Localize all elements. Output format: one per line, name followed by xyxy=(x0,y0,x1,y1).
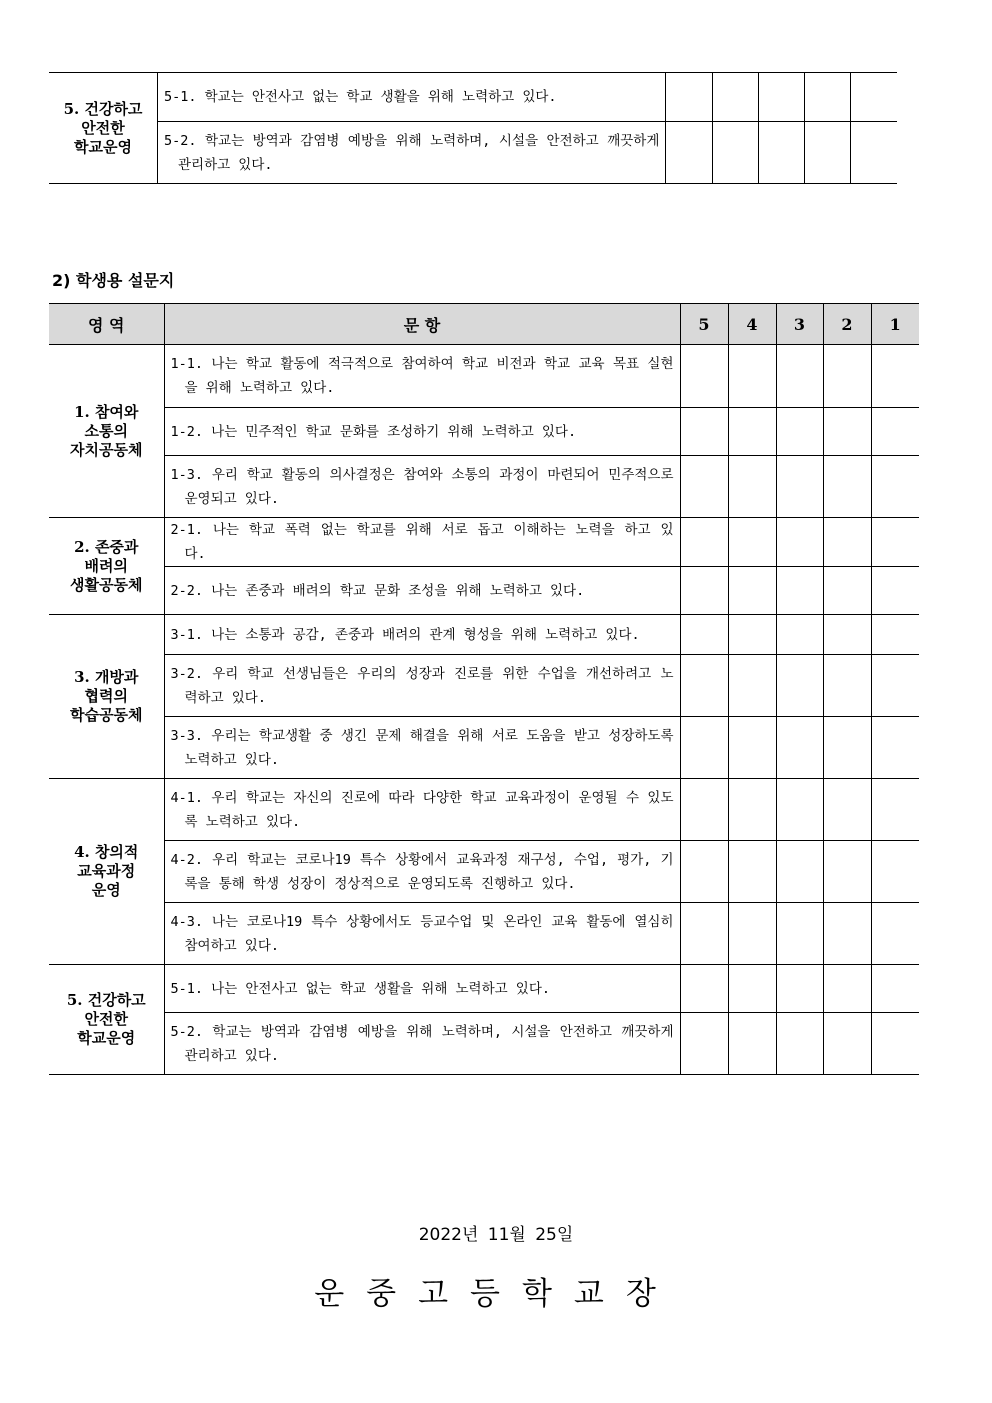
survey-item xyxy=(164,965,680,1013)
score-5-checkbox[interactable] xyxy=(680,903,728,965)
survey-item xyxy=(164,518,680,567)
survey-item xyxy=(164,717,680,779)
score-3-checkbox[interactable] xyxy=(776,903,823,965)
score-2-checkbox[interactable] xyxy=(823,408,871,456)
score-1-checkbox[interactable] xyxy=(871,903,919,965)
score-5-checkbox[interactable] xyxy=(680,567,728,615)
item-text: 5-2. 학교는 방역과 감염병 예방을 위해 노력하며, 시설을 안전하고 깨끗하게 관리하고 있다. xyxy=(164,132,660,173)
score-5-checkbox[interactable] xyxy=(680,456,728,518)
score-3-checkbox[interactable] xyxy=(776,345,823,408)
principal-signature: 운중고등학교장 xyxy=(314,1276,678,1312)
area-cell xyxy=(49,965,164,1075)
item-text: 3-1. 나는 소통과 공감, 존중과 배려의 관계 형성을 위해 노력하고 있다. xyxy=(170,626,640,643)
score-4-checkbox[interactable] xyxy=(728,1013,776,1075)
score-4-checkbox[interactable] xyxy=(712,122,758,184)
survey-item xyxy=(164,615,680,655)
document-date: 2022년 11월 25일 xyxy=(418,1225,574,1245)
score-3-checkbox[interactable] xyxy=(758,122,804,184)
section-title: 2) 학생용 설문지 xyxy=(52,271,175,290)
score-5-checkbox[interactable] xyxy=(680,779,728,841)
item-text: 2-1. 나는 학교 폭력 없는 학교를 위해 서로 돕고 이해하는 노력을 하고 있다. xyxy=(170,522,674,562)
score-3-checkbox[interactable] xyxy=(776,456,823,518)
header-area: 영 역 xyxy=(49,304,164,345)
score-4-checkbox[interactable] xyxy=(728,567,776,615)
area-cell xyxy=(49,73,158,184)
item-text: 1-2. 나는 민주적인 학교 문화를 조성하기 위해 노력하고 있다. xyxy=(170,423,577,440)
score-4-checkbox[interactable] xyxy=(728,408,776,456)
header-score-5: 5 xyxy=(680,304,728,345)
score-5-checkbox[interactable] xyxy=(666,73,712,122)
score-5-checkbox[interactable] xyxy=(680,1013,728,1075)
score-3-checkbox[interactable] xyxy=(776,1013,823,1075)
score-4-checkbox[interactable] xyxy=(728,518,776,567)
score-2-checkbox[interactable] xyxy=(823,841,871,903)
area-label: 1. 참여와 소통의 자치공동체 xyxy=(70,402,143,459)
item-text: 1-1. 나는 학교 활동에 적극적으로 참여하여 학교 비전과 학교 교육 목표 실현을 위해 노력하고 있다. xyxy=(170,356,674,396)
score-4-checkbox[interactable] xyxy=(728,779,776,841)
area-cell xyxy=(49,518,164,615)
score-4-checkbox[interactable] xyxy=(728,345,776,408)
score-2-checkbox[interactable] xyxy=(823,345,871,408)
area-label: 2. 존중과 배려의 생활공동체 xyxy=(70,537,143,594)
score-4-checkbox[interactable] xyxy=(728,841,776,903)
item-text: 1-3. 우리 학교 활동의 의사결정은 참여와 소통의 과정이 마련되어 민주적으로 운영되고 있다. xyxy=(170,466,674,507)
item-text: 3-3. 우리는 학교생활 중 생긴 문제 해결을 위해 서로 도움을 받고 성장하도록 노력하고 있다. xyxy=(170,727,674,768)
score-3-checkbox[interactable] xyxy=(776,655,823,717)
header-score-3: 3 xyxy=(776,304,823,345)
area-label: 5. 건강하고 안전한 학교운영 xyxy=(63,99,143,156)
survey-item xyxy=(164,456,680,518)
survey-item xyxy=(164,567,680,615)
score-1-checkbox[interactable] xyxy=(871,456,919,518)
item-text: 3-2. 우리 학교 선생님들은 우리의 성장과 진로를 위한 수업을 개선하려고 노력하고 있다. xyxy=(170,665,674,706)
score-5-checkbox[interactable] xyxy=(680,615,728,655)
score-3-checkbox[interactable] xyxy=(776,717,823,779)
score-2-checkbox[interactable] xyxy=(805,122,851,184)
score-1-checkbox[interactable] xyxy=(871,408,919,456)
header-item: 문 항 xyxy=(164,304,680,345)
score-4-checkbox[interactable] xyxy=(728,655,776,717)
score-3-checkbox[interactable] xyxy=(776,518,823,567)
score-2-checkbox[interactable] xyxy=(823,567,871,615)
score-2-checkbox[interactable] xyxy=(823,456,871,518)
score-5-checkbox[interactable] xyxy=(680,717,728,779)
previous-survey-table xyxy=(49,72,897,184)
area-cell xyxy=(49,615,164,779)
score-3-checkbox[interactable] xyxy=(776,779,823,841)
score-2-checkbox[interactable] xyxy=(823,655,871,717)
score-4-checkbox[interactable] xyxy=(728,456,776,518)
score-2-checkbox[interactable] xyxy=(805,73,851,122)
score-2-checkbox[interactable] xyxy=(823,717,871,779)
score-2-checkbox[interactable] xyxy=(823,965,871,1013)
area-label: 3. 개방과 협력의 학습공동체 xyxy=(70,668,143,724)
score-3-checkbox[interactable] xyxy=(776,965,823,1013)
score-1-checkbox[interactable] xyxy=(871,965,919,1013)
item-text: 4-2. 우리 학교는 코로나19 특수 상황에서 교육과정 재구성, 수업, 평가, 기록을 통해 학생 성장이 정상적으로 운영되도록 진행하고 있다. xyxy=(170,851,674,892)
survey-item xyxy=(158,73,666,122)
score-5-checkbox[interactable] xyxy=(680,518,728,567)
survey-item xyxy=(164,841,680,903)
score-1-checkbox[interactable] xyxy=(871,518,919,567)
area-cell xyxy=(49,345,164,518)
student-survey-table xyxy=(49,303,919,1075)
score-5-checkbox[interactable] xyxy=(680,965,728,1013)
survey-item xyxy=(164,1013,680,1075)
score-3-checkbox[interactable] xyxy=(758,73,804,122)
score-1-checkbox[interactable] xyxy=(871,615,919,655)
item-text: 4-3. 나는 코로나19 특수 상황에서도 등교수업 및 온라인 교육 활동에 열심히 참여하고 있다. xyxy=(170,913,674,954)
score-1-checkbox[interactable] xyxy=(851,73,897,122)
survey-item xyxy=(164,903,680,965)
item-text: 2-2. 나는 존중과 배려의 학교 문화 조성을 위해 노력하고 있다. xyxy=(170,582,585,599)
item-text: 4-1. 우리 학교는 자신의 진로에 따라 다양한 학교 교육과정이 운영될 수 있도록 노력하고 있다. xyxy=(170,789,674,830)
score-2-checkbox[interactable] xyxy=(823,1013,871,1075)
score-4-checkbox[interactable] xyxy=(728,965,776,1013)
score-3-checkbox[interactable] xyxy=(776,841,823,903)
item-text: 5-2. 학교는 방역과 감염병 예방을 위해 노력하며, 시설을 안전하고 깨끗하게 관리하고 있다. xyxy=(170,1023,674,1064)
score-5-checkbox[interactable] xyxy=(680,655,728,717)
survey-item xyxy=(158,122,666,184)
score-2-checkbox[interactable] xyxy=(823,615,871,655)
score-3-checkbox[interactable] xyxy=(776,567,823,615)
score-5-checkbox[interactable] xyxy=(666,122,712,184)
score-2-checkbox[interactable] xyxy=(823,518,871,567)
score-4-checkbox[interactable] xyxy=(728,717,776,779)
area-cell xyxy=(49,779,164,965)
score-1-checkbox[interactable] xyxy=(871,841,919,903)
score-4-checkbox[interactable] xyxy=(728,615,776,655)
score-2-checkbox[interactable] xyxy=(823,779,871,841)
score-2-checkbox[interactable] xyxy=(823,903,871,965)
header-score-1: 1 xyxy=(871,304,919,345)
score-5-checkbox[interactable] xyxy=(680,345,728,408)
score-4-checkbox[interactable] xyxy=(728,903,776,965)
header-score-4: 4 xyxy=(728,304,776,345)
survey-item xyxy=(164,779,680,841)
score-5-checkbox[interactable] xyxy=(680,408,728,456)
item-text: 5-1. 나는 안전사고 없는 학교 생활을 위해 노력하고 있다. xyxy=(170,980,551,997)
item-text: 5-1. 학교는 안전사고 없는 학교 생활을 위해 노력하고 있다. xyxy=(164,89,557,105)
score-3-checkbox[interactable] xyxy=(776,615,823,655)
score-1-checkbox[interactable] xyxy=(871,717,919,779)
score-1-checkbox[interactable] xyxy=(871,345,919,408)
score-3-checkbox[interactable] xyxy=(776,408,823,456)
score-1-checkbox[interactable] xyxy=(871,1013,919,1075)
score-4-checkbox[interactable] xyxy=(712,73,758,122)
score-5-checkbox[interactable] xyxy=(680,841,728,903)
header-score-2: 2 xyxy=(823,304,871,345)
area-label: 4. 창의적 교육과정 운영 xyxy=(74,843,139,899)
score-1-checkbox[interactable] xyxy=(871,567,919,615)
survey-item xyxy=(164,408,680,456)
score-1-checkbox[interactable] xyxy=(851,122,897,184)
survey-item xyxy=(164,345,680,408)
score-1-checkbox[interactable] xyxy=(871,655,919,717)
area-label: 5. 건강하고 안전한 학교운영 xyxy=(66,991,146,1047)
survey-item xyxy=(164,655,680,717)
score-1-checkbox[interactable] xyxy=(871,779,919,841)
